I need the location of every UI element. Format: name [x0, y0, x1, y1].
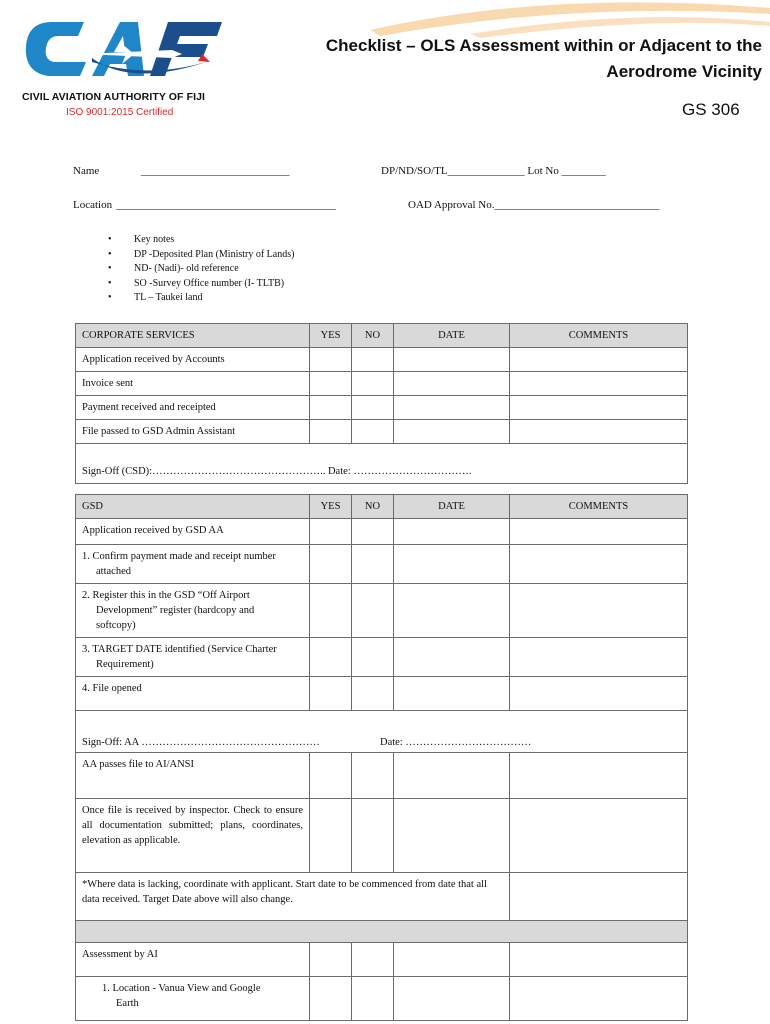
caaf-logo — [22, 14, 232, 94]
no-cell[interactable] — [352, 677, 394, 711]
table-row — [76, 799, 688, 873]
row-label: File passed to GSD Admin Assistant — [76, 420, 310, 444]
yes-cell[interactable] — [310, 396, 352, 420]
list-item: • ND- (Nadi)- old reference — [108, 263, 239, 274]
date-header: DATE — [394, 324, 510, 348]
table-row — [76, 444, 688, 484]
gsd-table — [75, 494, 688, 1021]
table-row — [76, 372, 688, 396]
comments-cell[interactable] — [510, 943, 688, 977]
aa-signoff-row[interactable] — [76, 711, 688, 753]
table-row — [76, 977, 688, 1021]
no-cell[interactable] — [352, 396, 394, 420]
aa-signoff-date: Date: ……………………………… — [380, 737, 532, 748]
no-cell[interactable] — [352, 638, 394, 677]
yes-cell[interactable] — [310, 799, 352, 873]
date-cell[interactable] — [394, 977, 510, 1021]
comments-header: COMMENTS — [510, 495, 688, 519]
comments-cell[interactable] — [510, 519, 688, 545]
row-label: 1. Location - Vanua View and Google Earth — [76, 977, 310, 1021]
gsd-header: GSD — [76, 495, 310, 519]
yes-header: YES — [310, 495, 352, 519]
row-label: 4. File opened — [76, 677, 310, 711]
no-cell[interactable] — [352, 753, 394, 799]
no-cell[interactable] — [352, 420, 394, 444]
date-cell[interactable] — [394, 372, 510, 396]
list-item: • Key notes — [108, 234, 175, 245]
table-row — [76, 711, 688, 753]
yes-cell[interactable] — [310, 348, 352, 372]
list-item: • SO -Survey Office number (I- TLTB) — [108, 277, 285, 289]
list-item: • DP -Deposited Plan (Ministry of Lands) — [108, 248, 295, 260]
iso-certification: ISO 9001:2015 Certified — [66, 107, 174, 118]
date-cell[interactable] — [394, 943, 510, 977]
table-row — [76, 753, 688, 799]
comments-cell[interactable] — [510, 396, 688, 420]
key-notes-list — [108, 233, 294, 306]
table-row — [76, 420, 688, 444]
yes-cell[interactable] — [310, 943, 352, 977]
row-label: Payment received and receipted — [76, 396, 310, 420]
row-label: Application received by Accounts — [76, 348, 310, 372]
row-label: *Where data is lacking, coordinate with applicant. Start date to be commenced from date that all data received. Target Date above will also change. — [76, 873, 510, 921]
date-cell[interactable] — [394, 638, 510, 677]
comments-cell[interactable] — [510, 348, 688, 372]
table-row — [76, 677, 688, 711]
yes-cell[interactable] — [310, 677, 352, 711]
comments-cell[interactable] — [510, 977, 688, 1021]
no-cell[interactable] — [352, 799, 394, 873]
date-cell[interactable] — [394, 677, 510, 711]
oad-approval-field[interactable]: OAD Approval No.______________________________ — [408, 199, 660, 211]
row-label: Once file is received by inspector. Check to ensure all documentation submitted; plans, coordinates, elevation as applicable. — [76, 799, 310, 873]
name-field[interactable]: ___________________________ — [141, 165, 290, 177]
csd-signoff[interactable]: Sign-Off (CSD):………………………………………….. Date: ……………………………. — [76, 444, 688, 484]
no-cell[interactable] — [352, 348, 394, 372]
divider-row — [76, 921, 688, 943]
table-row — [76, 943, 688, 977]
no-header: NO — [352, 495, 394, 519]
yes-header: YES — [310, 324, 352, 348]
comments-cell[interactable] — [510, 545, 688, 584]
yes-cell[interactable] — [310, 420, 352, 444]
table-row — [76, 348, 688, 372]
yes-cell[interactable] — [310, 372, 352, 396]
row-label: Assessment by AI — [76, 943, 310, 977]
header-swoosh-decoration — [350, 0, 770, 40]
yes-cell[interactable] — [310, 977, 352, 1021]
list-item: • TL – Taukei land — [108, 292, 203, 303]
table-row — [76, 396, 688, 420]
date-cell[interactable] — [394, 348, 510, 372]
location-label: Location — [73, 199, 113, 211]
no-cell[interactable] — [352, 519, 394, 545]
no-header: NO — [352, 324, 394, 348]
comments-cell[interactable] — [510, 638, 688, 677]
no-cell[interactable] — [352, 584, 394, 638]
date-cell[interactable] — [394, 519, 510, 545]
name-label: Name — [73, 165, 100, 177]
aa-signoff: Sign-Off: AA …………………………………………… — [82, 737, 320, 748]
date-cell[interactable] — [394, 584, 510, 638]
table-row — [76, 545, 688, 584]
table-row — [76, 638, 688, 677]
date-cell[interactable] — [394, 545, 510, 584]
row-label: 3. TARGET DATE identified (Service Charter Requirement) — [76, 638, 310, 677]
row-label: Application received by GSD AA — [76, 519, 310, 545]
yes-cell[interactable] — [310, 638, 352, 677]
table-row — [76, 519, 688, 545]
comments-cell[interactable] — [510, 420, 688, 444]
comments-cell[interactable] — [510, 873, 688, 921]
table-row — [76, 873, 688, 921]
table-row — [76, 921, 688, 943]
no-cell[interactable] — [352, 372, 394, 396]
document-title-line2: Aerodrome Vicinity — [606, 62, 762, 81]
organization-name: CIVIL AVIATION AUTHORITY OF FIJI — [22, 91, 206, 103]
no-cell[interactable] — [352, 943, 394, 977]
comments-cell[interactable] — [510, 584, 688, 638]
corporate-services-table — [75, 323, 688, 484]
yes-cell[interactable] — [310, 584, 352, 638]
comments-cell[interactable] — [510, 753, 688, 799]
no-cell[interactable] — [352, 545, 394, 584]
comments-header: COMMENTS — [510, 324, 688, 348]
dp-lot-field[interactable]: DP/ND/SO/TL______________ Lot No ________ — [381, 165, 606, 177]
form-code: GS 306 — [682, 100, 740, 119]
date-cell[interactable] — [394, 799, 510, 873]
comments-cell[interactable] — [510, 799, 688, 873]
document-title-line1: Checklist – OLS Assessment within or Adjacent to the — [325, 36, 762, 55]
date-cell[interactable] — [394, 420, 510, 444]
location-field[interactable]: ________________________________________ — [116, 199, 336, 211]
comments-cell[interactable] — [510, 677, 688, 711]
date-header: DATE — [394, 495, 510, 519]
corporate-services-header: CORPORATE SERVICES — [76, 324, 310, 348]
table-row — [76, 584, 688, 638]
row-label: 1. Confirm payment made and receipt number attached — [76, 545, 310, 584]
comments-cell[interactable] — [510, 372, 688, 396]
row-label: Invoice sent — [76, 372, 310, 396]
row-label: 2. Register this in the GSD “Off Airport Development” register (hardcopy and softcopy) — [76, 584, 310, 638]
yes-cell[interactable] — [310, 519, 352, 545]
yes-cell[interactable] — [310, 753, 352, 799]
date-cell[interactable] — [394, 753, 510, 799]
no-cell[interactable] — [352, 977, 394, 1021]
date-cell[interactable] — [394, 396, 510, 420]
row-label: AA passes file to AI/ANSI — [76, 753, 310, 799]
yes-cell[interactable] — [310, 545, 352, 584]
